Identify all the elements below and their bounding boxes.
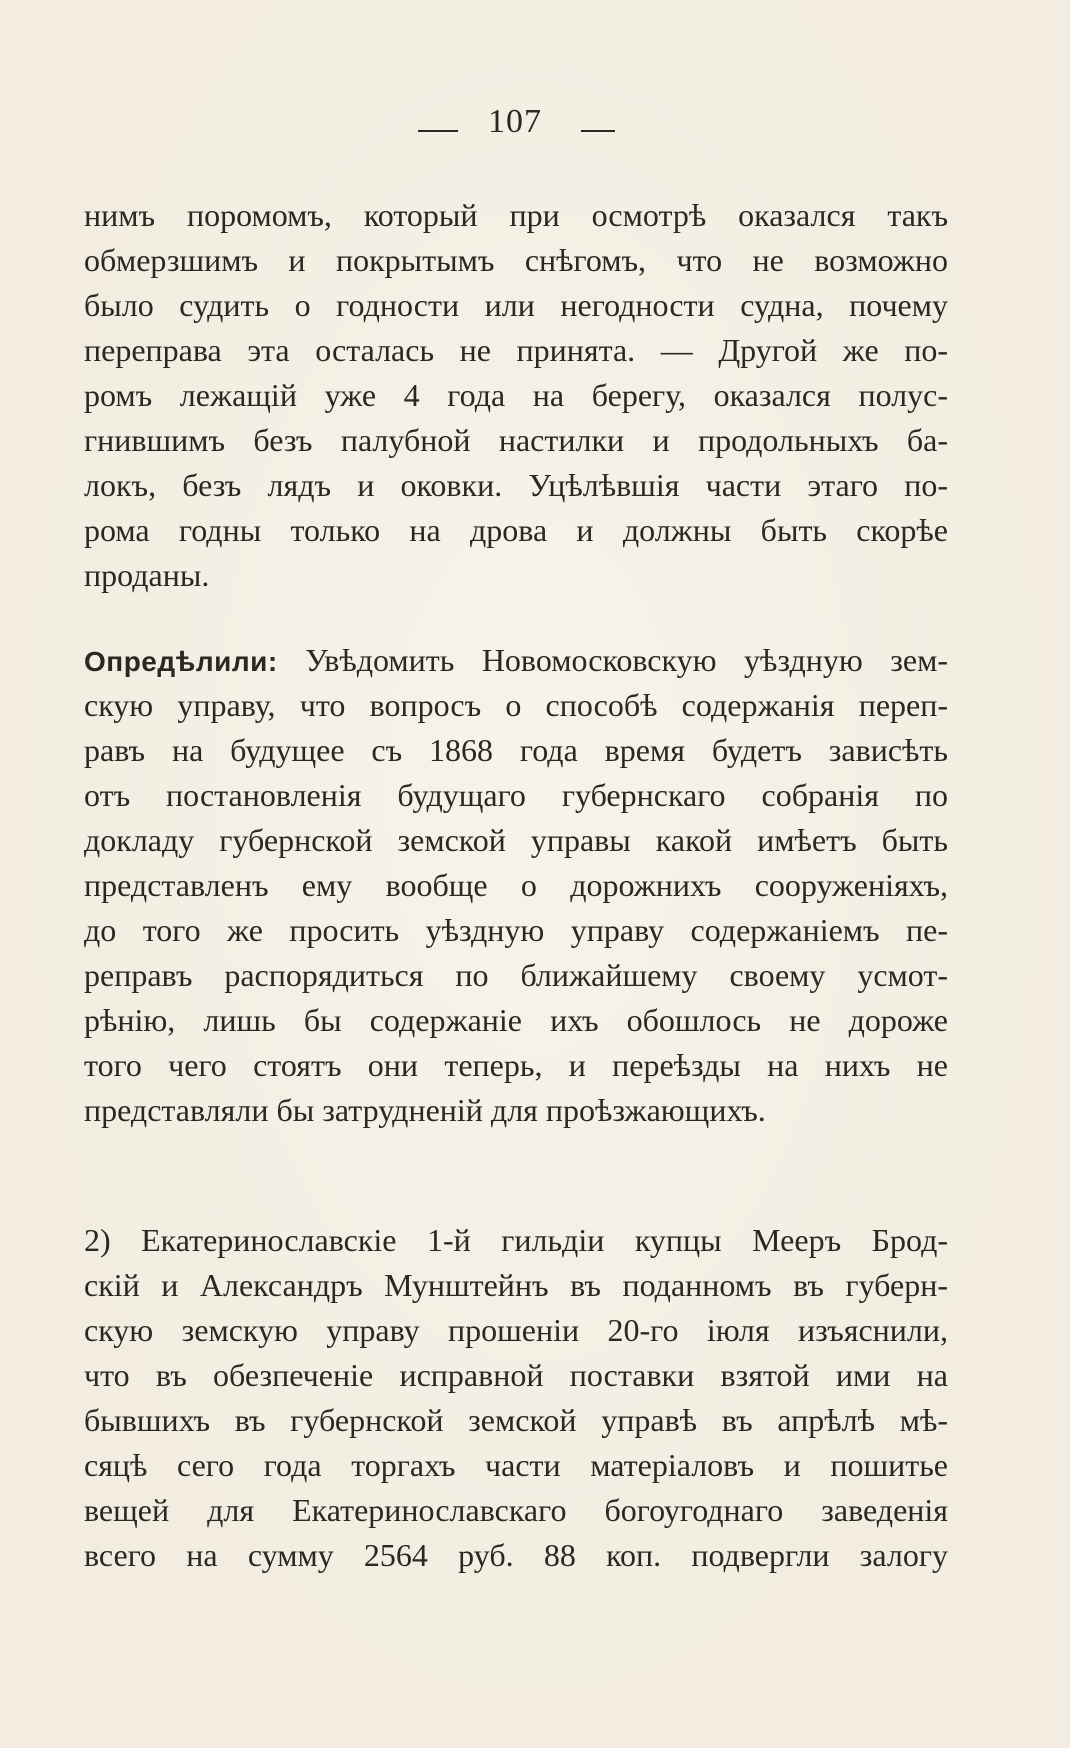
header-dash-right bbox=[581, 130, 615, 132]
text-line: докладу губернской земской управы какой имѣетъ быть bbox=[84, 822, 948, 858]
text-line: сяцѣ сего года торгахъ части матеріаловъ и пошитье bbox=[84, 1447, 948, 1483]
text-line: представляли бы затрудненій для проѣзжающихъ. bbox=[84, 1092, 766, 1128]
page-header bbox=[0, 102, 1070, 152]
paragraph-merchants-petition bbox=[84, 1218, 948, 1578]
text-line: локъ, безъ лядъ и оковки. Уцѣлѣвшія части этаго по- bbox=[84, 467, 948, 503]
text-line: скую управу, что вопросъ о способѣ содержанія переп- bbox=[84, 687, 948, 723]
text-fragment: Увѣдомить Новомосковскую уѣздную зем- bbox=[305, 642, 949, 678]
paragraph-resolution bbox=[84, 638, 948, 1133]
text-line: бывшихъ въ губернской земской управѣ въ апрѣлѣ мѣ- bbox=[84, 1402, 948, 1438]
text-line: того чего стоятъ они теперь, и переѣзды на нихъ не bbox=[84, 1047, 948, 1083]
text-line: что въ обезпеченіе исправной поставки взятой ими на bbox=[84, 1357, 948, 1393]
text-line: скую земскую управу прошеніи 20-го іюля изъяснили, bbox=[84, 1312, 948, 1348]
text-line: было судить о годности или негодности судна, почему bbox=[84, 287, 948, 323]
text-line: переправа эта осталась не принята. — Другой же по- bbox=[84, 332, 948, 368]
text-line: представленъ ему вообще о дорожнихъ сооруженіяхъ, bbox=[84, 867, 948, 903]
text-line: отъ постановленія будущаго губернскаго собранія по bbox=[84, 777, 948, 813]
text-line: обмерзшимъ и покрытымъ снѣгомъ, что не возможно bbox=[84, 242, 948, 278]
header-dash-left bbox=[418, 130, 458, 132]
text-line: всего на сумму 2564 руб. 88 коп. подвергли залогу bbox=[84, 1537, 948, 1573]
paragraph-ferry-inspection bbox=[84, 193, 948, 598]
text-line: 2) Екатеринославскіе 1-й гильдіи купцы Мееръ Брод- bbox=[84, 1222, 948, 1258]
text-line: ромъ лежащій уже 4 года на берегу, оказался полус- bbox=[84, 377, 948, 413]
text-line-with-lead bbox=[84, 638, 948, 683]
text-line: реправъ распорядиться по ближайшему своему усмот- bbox=[84, 957, 948, 993]
text-line: скій и Александръ Мунштейнъ въ поданномъ въ губерн- bbox=[84, 1267, 948, 1303]
resolution-lead-word: Опредѣлили: bbox=[84, 646, 278, 677]
text-line: вещей для Екатеринославскаго богоугоднаго заведенія bbox=[84, 1492, 948, 1528]
page-number: 107 bbox=[488, 103, 542, 140]
text-line: рѣнію, лишь бы содержаніе ихъ обошлось не дороже bbox=[84, 1002, 948, 1038]
text-line: рома годны только на дрова и должны быть скорѣе bbox=[84, 512, 948, 548]
text-line: нимъ поромомъ, который при осмотрѣ оказался такъ bbox=[84, 197, 948, 233]
text-line: проданы. bbox=[84, 557, 210, 593]
text-line: гнившимъ безъ палубной настилки и продольныхъ ба- bbox=[84, 422, 948, 458]
text-line: равъ на будущее съ 1868 года время будетъ зависѣть bbox=[84, 732, 948, 768]
text-line: до того же просить уѣздную управу содержаніемъ пе- bbox=[84, 912, 948, 948]
